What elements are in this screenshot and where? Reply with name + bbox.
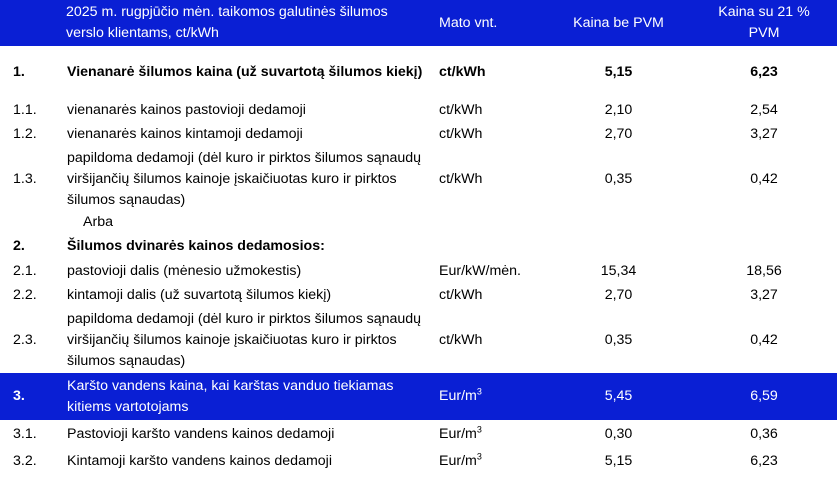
row-price: 5,15 bbox=[604, 63, 633, 80]
row-number: 2.1. bbox=[13, 262, 37, 279]
price-vat-column-header: Kaina su 21 % PVM bbox=[691, 0, 837, 46]
table-header-row bbox=[0, 0, 837, 46]
row-number: 1. bbox=[13, 63, 25, 80]
row-unit bbox=[435, 420, 546, 449]
row-price-vat: 6,23 bbox=[750, 452, 778, 469]
row-unit bbox=[435, 373, 546, 420]
table-row bbox=[0, 420, 837, 449]
row-price: 0,35 bbox=[604, 170, 633, 187]
row-description: Karšto vandens kaina, kai karštas vanduo tiekiamas kitiems vartotojams bbox=[63, 373, 435, 420]
table-row bbox=[0, 259, 837, 283]
row-number: 2.3. bbox=[13, 331, 37, 348]
table-row bbox=[0, 233, 837, 259]
row-description: Kintamoji karšto vandens kainos dedamoji bbox=[67, 452, 332, 469]
row-description: papildoma dedamoji (dėl kuro ir pirktos šilumos sąnaudų viršijančių šilumos kainoje įskaičiuotas kuro ir pirktos šilumos sąnaudas) bbox=[67, 149, 422, 208]
row-unit: ct/kWh bbox=[439, 63, 486, 80]
table-row bbox=[0, 146, 837, 212]
row-price: 15,34 bbox=[600, 262, 637, 279]
table-row bbox=[0, 122, 837, 146]
row-description: kintamoji dalis (už suvartotą šilumos kiekį) bbox=[67, 286, 332, 303]
table-row bbox=[0, 307, 837, 373]
table-row-highlighted bbox=[0, 373, 837, 420]
row-price: 0,30 bbox=[604, 426, 633, 442]
row-description: papildoma dedamoji (dėl kuro ir pirktos šilumos sąnaudų viršijančių šilumos kainoje įskaičiuotas kuro ir pirktos šilumos sąnaudas) bbox=[67, 310, 422, 369]
row-unit: ct/kWh bbox=[439, 125, 483, 142]
row-description: vienanarės kainos kintamoji dedamoji bbox=[67, 125, 303, 142]
row-number: 2.2. bbox=[13, 286, 37, 303]
row-price-vat: 18,56 bbox=[746, 262, 782, 279]
table-title: 2025 m. rugpjūčio mėn. taikomos galutinės šilumos verslo klientams, ct/kWh bbox=[0, 0, 435, 46]
row-unit: ct/kWh bbox=[439, 331, 483, 348]
unit-text: Eur/m bbox=[439, 452, 477, 469]
price-column-header: Kaina be PVM bbox=[546, 0, 691, 46]
unit-text: Eur/m bbox=[439, 388, 477, 404]
row-unit: ct/kWh bbox=[439, 101, 483, 118]
row-number: 3.2. bbox=[13, 452, 37, 469]
row-unit bbox=[435, 449, 546, 473]
row-unit: Eur/kW/mėn. bbox=[439, 262, 522, 279]
table-row bbox=[0, 449, 837, 473]
table-row bbox=[0, 46, 837, 98]
table-row bbox=[0, 283, 837, 307]
table-row bbox=[0, 98, 837, 122]
row-number: 1.3. bbox=[13, 170, 37, 187]
row-price: 2,70 bbox=[604, 125, 633, 142]
row-description: pastovioji dalis (mėnesio užmokestis) bbox=[67, 262, 302, 279]
row-unit: ct/kWh bbox=[439, 286, 483, 303]
row-price: 2,10 bbox=[604, 101, 633, 118]
row-number: 3.1. bbox=[13, 426, 37, 442]
row-price-vat: 0,36 bbox=[750, 426, 778, 442]
unit-superscript: 3 bbox=[476, 386, 482, 397]
row-price-vat: 0,42 bbox=[750, 331, 778, 348]
row-price: 2,70 bbox=[604, 286, 633, 303]
row-description: vienanarės kainos pastovioji dedamoji bbox=[67, 101, 306, 118]
separator-label: Arba bbox=[83, 214, 113, 230]
row-price-vat: 0,42 bbox=[750, 170, 778, 187]
unit-text: Eur/m bbox=[439, 426, 477, 442]
row-price-vat: 2,54 bbox=[750, 101, 778, 118]
row-price: 0,35 bbox=[604, 331, 633, 348]
row-price-vat: 3,27 bbox=[750, 125, 778, 142]
row-description: Šilumos dvinarės kainos dedamosios: bbox=[67, 237, 325, 254]
row-price: 5,45 bbox=[546, 373, 691, 420]
row-price-vat: 6,59 bbox=[691, 373, 837, 420]
row-price-vat: 6,23 bbox=[750, 63, 778, 80]
unit-superscript: 3 bbox=[476, 450, 482, 461]
row-price: 5,15 bbox=[604, 452, 633, 469]
unit-superscript: 3 bbox=[476, 424, 482, 435]
separator-row bbox=[0, 212, 837, 233]
row-number: 1.2. bbox=[13, 125, 37, 142]
row-number: 3. bbox=[0, 373, 63, 420]
row-unit: ct/kWh bbox=[439, 170, 483, 187]
row-price-vat: 3,27 bbox=[750, 286, 778, 303]
row-description: Vienanarė šilumos kaina (už suvartotą šilumos kiekį) bbox=[67, 63, 423, 80]
row-description: Pastovioji karšto vandens kainos dedamoji bbox=[67, 426, 335, 442]
row-number: 2. bbox=[13, 237, 25, 254]
unit-column-header: Mato vnt. bbox=[435, 0, 546, 46]
row-number: 1.1. bbox=[13, 101, 37, 118]
